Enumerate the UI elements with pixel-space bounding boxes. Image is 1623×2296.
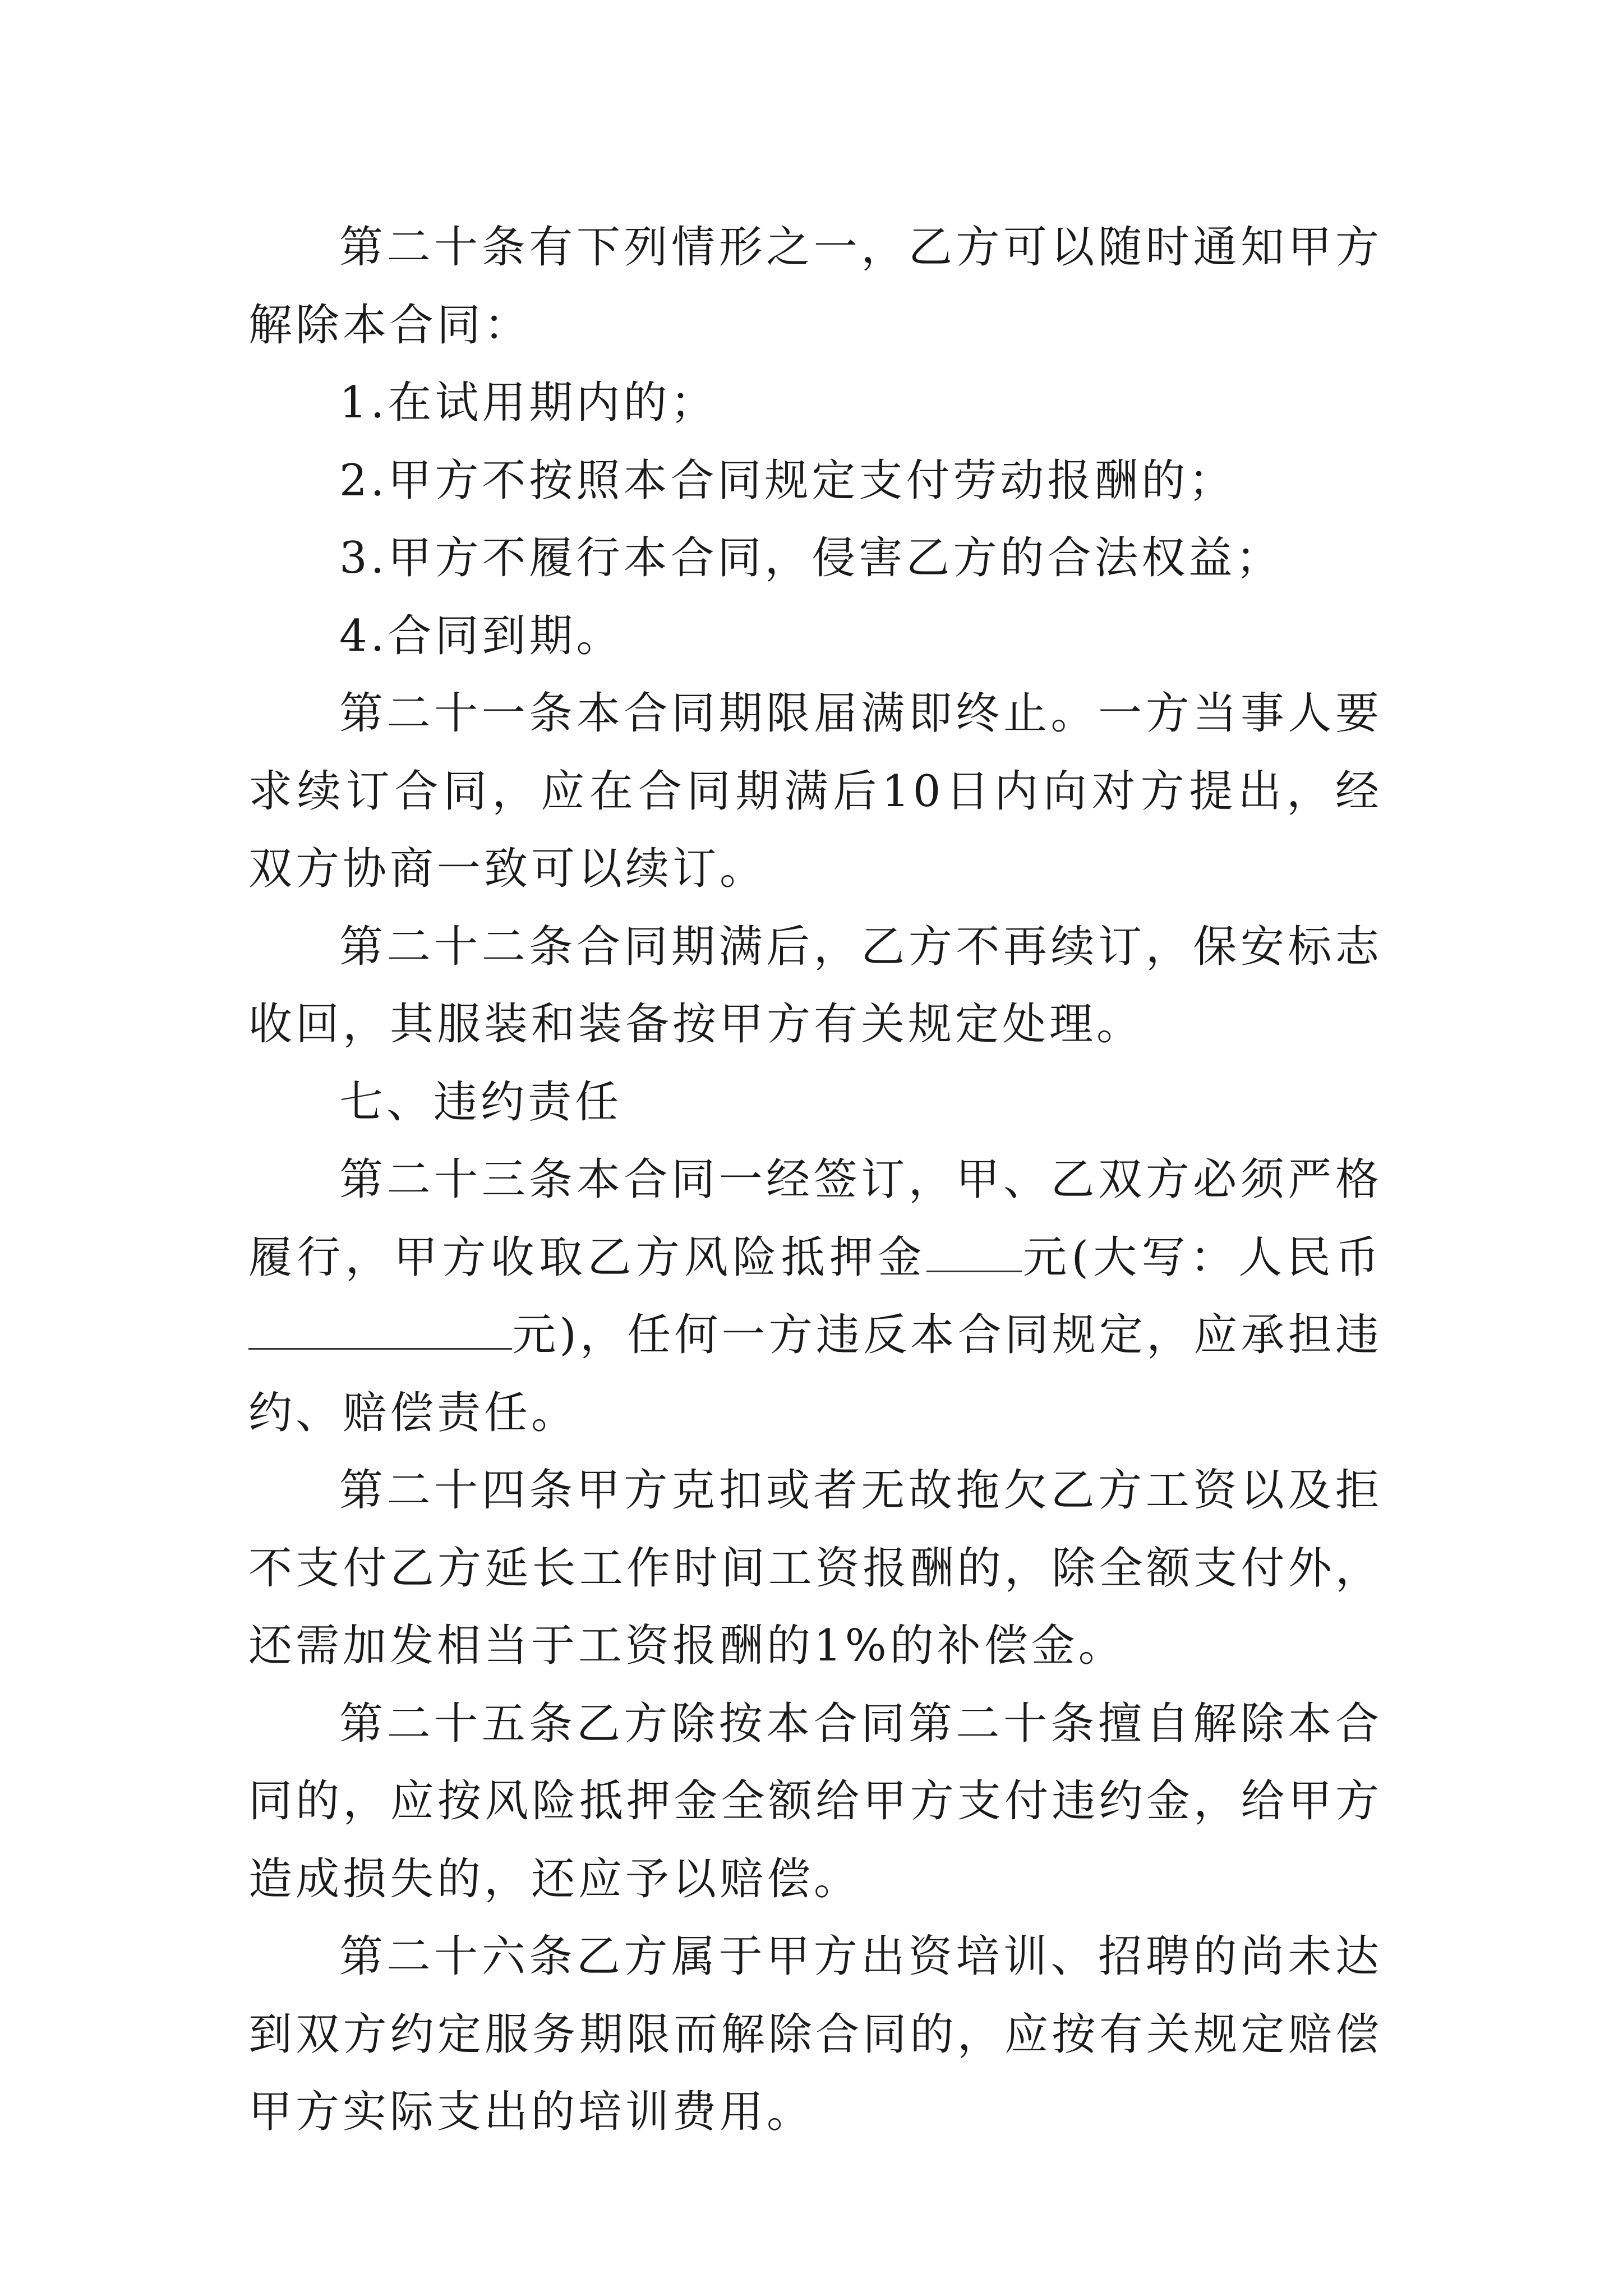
document-page	[248, 209, 1382, 2151]
article-25: 第二十五条乙方除按本合同第二十条擅自解除本合同的，应按风险抵押金全额给甲方支付违约金，给甲方造成损失的，还应予以赔偿。	[248, 1698, 1382, 1904]
article-20-intro: 第二十条有下列情形之一，乙方可以随时通知甲方解除本合同：	[248, 222, 1382, 351]
article-20-item-3: 3.甲方不履行本合同，侵害乙方的合法权益；	[339, 533, 1283, 583]
article-21: 第二十一条本合同期限届满即终止。一方当事人要求续订合同，应在合同期满后10日内向对方提出，经双方协商一致可以续订。	[248, 688, 1382, 894]
article-24: 第二十四条甲方克扣或者无故拖欠乙方工资以及拒不支付乙方延长工作时间工资报酬的，除全额支付外，还需加发相当于工资报酬的1%的补偿金。	[248, 1465, 1382, 1671]
article-22: 第二十二条合同期满后，乙方不再续订，保安标志收回，其服装和装备按甲方有关规定处理。	[248, 921, 1382, 1050]
article-20-item-1: 1.在试用期内的；	[339, 378, 718, 428]
deposit-amount-blank	[926, 1231, 1022, 1272]
article-20-item-4: 4.合同到期。	[339, 610, 624, 661]
article-23	[248, 1141, 1382, 1452]
article-23-part-2: 元(大写：人民币	[1021, 1232, 1382, 1283]
article-23-part-3: 元)，任何一方违反本合同规定，应承担违约、赔偿责任。	[248, 1310, 1382, 1438]
article-26: 第二十六条乙方属于甲方出资培训、招聘的尚未达到双方约定服务期限而解除合同的，应按有关规定赔偿甲方实际支出的培训费用。	[248, 1931, 1382, 2137]
section-7-heading: 七、违约责任	[339, 1076, 623, 1128]
deposit-uppercase-blank	[248, 1309, 512, 1350]
article-23-part-1: 第二十三条本合同一经签订，甲、乙双方必须严格履行，甲方收取乙方风险抵押金	[248, 1154, 1382, 1283]
article-20-item-2: 2.甲方不按照本合同规定支付劳动报酬的；	[339, 455, 1236, 506]
